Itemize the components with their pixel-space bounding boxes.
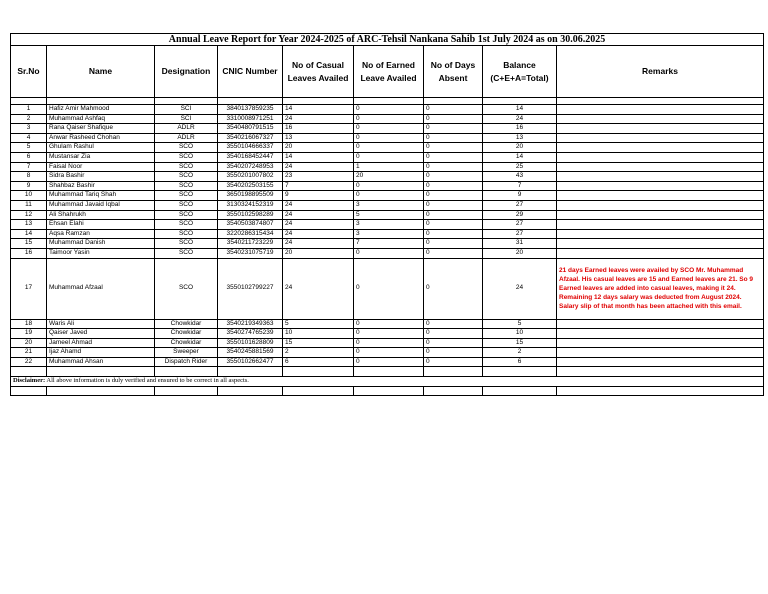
cell-casual: 14 — [283, 105, 354, 115]
cell-designation: Dispatch Rider — [155, 357, 218, 367]
cell-absent: 0 — [424, 338, 483, 348]
leave-report-sheet — [10, 33, 763, 396]
cell-name: Faisal Noor — [47, 162, 155, 172]
cell-earned: 0 — [354, 357, 424, 367]
table-row — [11, 220, 764, 230]
cell-casual: 5 — [283, 319, 354, 329]
table-row — [11, 133, 764, 143]
cell-name: Ehsan Elahi — [47, 220, 155, 230]
cell-remarks — [557, 124, 764, 134]
cell-absent: 0 — [424, 143, 483, 153]
spacer-row — [11, 98, 764, 105]
cell-name: Anwar Rasheed Chohan — [47, 133, 155, 143]
cell-srno: 4 — [11, 133, 47, 143]
header-earned-leaves: No of Earned Leave Availed — [354, 46, 424, 98]
table-row — [11, 181, 764, 191]
cell-designation: SCO — [155, 152, 218, 162]
cell-casual: 24 — [283, 200, 354, 210]
cell-designation: Sweeper — [155, 348, 218, 358]
cell-cnic: 3540245881569 — [218, 348, 283, 358]
cell-absent: 0 — [424, 124, 483, 134]
cell-absent: 0 — [424, 220, 483, 230]
cell-balance: 15 — [483, 338, 557, 348]
cell-absent: 0 — [424, 357, 483, 367]
cell-balance: 7 — [483, 181, 557, 191]
cell-cnic: 3130324152319 — [218, 200, 283, 210]
table-row — [11, 200, 764, 210]
cell-remarks: 21 days Earned leaves were availed by SCO Mr. Muhammad Afzaal. His casual leaves are 15 and Earned leaves are 21. So 9 Earned leaves are added into casual leaves, making it 24. Remaining 12 days salary was deducted from August 2024. Salary slip of that month has been attached with this email. — [557, 258, 764, 319]
cell-earned: 0 — [354, 338, 424, 348]
leave-report-table — [10, 33, 764, 396]
cell-balance: 6 — [483, 357, 557, 367]
cell-name: Muhammad Tariq Shah — [47, 191, 155, 201]
table-row — [11, 191, 764, 201]
table-body — [11, 105, 764, 367]
cell-remarks — [557, 152, 764, 162]
cell-casual: 20 — [283, 143, 354, 153]
cell-remarks — [557, 143, 764, 153]
cell-remarks — [557, 319, 764, 329]
cell-cnic: 3550201007802 — [218, 172, 283, 182]
cell-balance: 14 — [483, 105, 557, 115]
cell-earned: 3 — [354, 200, 424, 210]
cell-designation: ADLR — [155, 124, 218, 134]
cell-balance: 25 — [483, 162, 557, 172]
cell-balance: 27 — [483, 200, 557, 210]
cell-name: Aqsa Ramzan — [47, 229, 155, 239]
cell-balance: 24 — [483, 114, 557, 124]
table-row — [11, 329, 764, 339]
table-row — [11, 258, 764, 319]
cell-earned: 0 — [354, 191, 424, 201]
cell-name: Muhammad Afzaal — [47, 258, 155, 319]
cell-remarks — [557, 162, 764, 172]
cell-name: Muhammad Ashfaq — [47, 114, 155, 124]
cell-name: Waris Ali — [47, 319, 155, 329]
cell-name: Rana Qaiser Shafique — [47, 124, 155, 134]
cell-cnic: 3310008971251 — [218, 114, 283, 124]
cell-absent: 0 — [424, 181, 483, 191]
cell-casual: 15 — [283, 338, 354, 348]
cell-name: Muhammad Ahsan — [47, 357, 155, 367]
cell-designation: SCO — [155, 143, 218, 153]
header-casual-leaves: No of Casual Leaves Availed — [283, 46, 354, 98]
cell-earned: 5 — [354, 210, 424, 220]
cell-srno: 5 — [11, 143, 47, 153]
cell-cnic: 3540216067327 — [218, 133, 283, 143]
table-row — [11, 152, 764, 162]
cell-absent: 0 — [424, 200, 483, 210]
table-row — [11, 357, 764, 367]
table-row — [11, 348, 764, 358]
cell-balance: 10 — [483, 329, 557, 339]
cell-absent: 0 — [424, 172, 483, 182]
cell-absent: 0 — [424, 210, 483, 220]
cell-name: Ijaz Ahamd — [47, 348, 155, 358]
cell-cnic: 3550101628809 — [218, 338, 283, 348]
cell-earned: 0 — [354, 348, 424, 358]
cell-earned: 0 — [354, 124, 424, 134]
disclaimer-label: Disclaimer: — [13, 377, 46, 385]
cell-cnic: 3540274765239 — [218, 329, 283, 339]
cell-srno: 12 — [11, 210, 47, 220]
cell-earned: 0 — [354, 133, 424, 143]
cell-name: Ali Shahrukh — [47, 210, 155, 220]
table-row — [11, 319, 764, 329]
cell-srno: 19 — [11, 329, 47, 339]
cell-earned: 3 — [354, 220, 424, 230]
cell-designation: SCO — [155, 162, 218, 172]
cell-srno: 3 — [11, 124, 47, 134]
disclaimer — [11, 377, 764, 387]
table-row — [11, 105, 764, 115]
header-cnic: CNIC Number — [218, 46, 283, 98]
cell-casual: 24 — [283, 258, 354, 319]
cell-balance: 27 — [483, 229, 557, 239]
cell-absent: 0 — [424, 319, 483, 329]
header-days-absent: No of Days Absent — [424, 46, 483, 98]
cell-earned: 0 — [354, 329, 424, 339]
table-row — [11, 338, 764, 348]
cell-name: Ghulam Rashul — [47, 143, 155, 153]
cell-casual: 24 — [283, 114, 354, 124]
header-srno: Sr.No — [11, 46, 47, 98]
cell-srno: 13 — [11, 220, 47, 230]
cell-casual: 24 — [283, 229, 354, 239]
cell-cnic: 3550102662477 — [218, 357, 283, 367]
cell-name: Hafiz Amir Mahmood — [47, 105, 155, 115]
table-row — [11, 248, 764, 258]
cell-designation: SCO — [155, 220, 218, 230]
cell-designation: SCI — [155, 105, 218, 115]
cell-srno: 18 — [11, 319, 47, 329]
cell-cnic: 3540503874807 — [218, 220, 283, 230]
cell-absent: 0 — [424, 191, 483, 201]
cell-srno: 20 — [11, 338, 47, 348]
cell-casual: 24 — [283, 220, 354, 230]
empty-row — [11, 386, 764, 396]
cell-cnic: 3540202503155 — [218, 181, 283, 191]
cell-absent: 0 — [424, 258, 483, 319]
cell-designation: SCO — [155, 239, 218, 249]
cell-cnic: 3550104666337 — [218, 143, 283, 153]
cell-casual: 23 — [283, 172, 354, 182]
cell-cnic: 3540207248953 — [218, 162, 283, 172]
cell-remarks — [557, 105, 764, 115]
header-name: Name — [47, 46, 155, 98]
table-row — [11, 143, 764, 153]
cell-absent: 0 — [424, 105, 483, 115]
cell-srno: 22 — [11, 357, 47, 367]
cell-cnic: 3650198895509 — [218, 191, 283, 201]
cell-balance: 2 — [483, 348, 557, 358]
cell-balance: 5 — [483, 319, 557, 329]
table-row — [11, 162, 764, 172]
cell-remarks — [557, 210, 764, 220]
cell-name: Muhammad Danish — [47, 239, 155, 249]
cell-designation: SCO — [155, 229, 218, 239]
report-title: Annual Leave Report for Year 2024-2025 of ARC-Tehsil Nankana Sahib 1st July 2024 as on 30.06.2025 — [11, 34, 764, 46]
cell-srno: 6 — [11, 152, 47, 162]
cell-remarks — [557, 348, 764, 358]
disclaimer-row — [11, 377, 764, 387]
cell-earned: 0 — [354, 319, 424, 329]
cell-remarks — [557, 200, 764, 210]
cell-balance: 20 — [483, 248, 557, 258]
table-row — [11, 114, 764, 124]
cell-srno: 11 — [11, 200, 47, 210]
cell-remarks — [557, 357, 764, 367]
cell-name: Jameel Ahmad — [47, 338, 155, 348]
cell-remarks — [557, 338, 764, 348]
cell-srno: 16 — [11, 248, 47, 258]
cell-earned: 1 — [354, 162, 424, 172]
cell-casual: 9 — [283, 191, 354, 201]
cell-casual: 2 — [283, 348, 354, 358]
cell-srno: 21 — [11, 348, 47, 358]
cell-casual: 7 — [283, 181, 354, 191]
cell-remarks — [557, 172, 764, 182]
cell-casual: 13 — [283, 133, 354, 143]
cell-designation: Chowkidar — [155, 319, 218, 329]
cell-balance: 27 — [483, 220, 557, 230]
cell-cnic: 3540168452447 — [218, 152, 283, 162]
cell-srno: 9 — [11, 181, 47, 191]
cell-remarks — [557, 191, 764, 201]
cell-cnic: 3840137859235 — [218, 105, 283, 115]
cell-remarks — [557, 248, 764, 258]
cell-earned: 20 — [354, 172, 424, 182]
cell-earned: 7 — [354, 239, 424, 249]
cell-absent: 0 — [424, 152, 483, 162]
cell-srno: 7 — [11, 162, 47, 172]
cell-balance: 24 — [483, 258, 557, 319]
table-row — [11, 172, 764, 182]
disclaimer-text: All above information is duly verified and ensured to be correct in all aspects. — [45, 377, 249, 385]
cell-remarks — [557, 329, 764, 339]
cell-designation: SCO — [155, 248, 218, 258]
cell-name: Muhammad Javaid Iqbal — [47, 200, 155, 210]
cell-earned: 0 — [354, 248, 424, 258]
cell-balance: 13 — [483, 133, 557, 143]
cell-absent: 0 — [424, 133, 483, 143]
cell-name: Shahbaz Bashir — [47, 181, 155, 191]
cell-earned: 0 — [354, 152, 424, 162]
cell-cnic: 3550102799227 — [218, 258, 283, 319]
cell-name: Mustansar Zia — [47, 152, 155, 162]
cell-designation: SCO — [155, 181, 218, 191]
cell-earned: 0 — [354, 143, 424, 153]
cell-earned: 0 — [354, 258, 424, 319]
table-row — [11, 210, 764, 220]
cell-cnic: 3540231075719 — [218, 248, 283, 258]
cell-remarks — [557, 229, 764, 239]
cell-srno: 8 — [11, 172, 47, 182]
empty-row — [11, 367, 764, 377]
cell-name: Taimoor Yasin — [47, 248, 155, 258]
cell-remarks — [557, 239, 764, 249]
cell-srno: 14 — [11, 229, 47, 239]
cell-remarks — [557, 133, 764, 143]
cell-absent: 0 — [424, 348, 483, 358]
cell-absent: 0 — [424, 229, 483, 239]
cell-casual: 16 — [283, 124, 354, 134]
cell-earned: 0 — [354, 114, 424, 124]
cell-designation: SCO — [155, 191, 218, 201]
cell-designation: Chowkidar — [155, 338, 218, 348]
cell-casual: 6 — [283, 357, 354, 367]
cell-absent: 0 — [424, 248, 483, 258]
cell-balance: 43 — [483, 172, 557, 182]
cell-srno: 17 — [11, 258, 47, 319]
header-remarks: Remarks — [557, 46, 764, 98]
cell-cnic: 3540211723229 — [218, 239, 283, 249]
cell-cnic: 3550102598289 — [218, 210, 283, 220]
header-balance: Balance (C+E+A=Total) — [483, 46, 557, 98]
cell-srno: 1 — [11, 105, 47, 115]
header-designation: Designation — [155, 46, 218, 98]
cell-balance: 9 — [483, 191, 557, 201]
cell-designation: SCO — [155, 210, 218, 220]
cell-balance: 29 — [483, 210, 557, 220]
cell-remarks — [557, 114, 764, 124]
cell-srno: 2 — [11, 114, 47, 124]
cell-srno: 15 — [11, 239, 47, 249]
cell-remarks — [557, 220, 764, 230]
cell-remarks — [557, 181, 764, 191]
cell-earned: 0 — [354, 105, 424, 115]
cell-balance: 20 — [483, 143, 557, 153]
cell-casual: 24 — [283, 162, 354, 172]
cell-earned: 3 — [354, 229, 424, 239]
cell-absent: 0 — [424, 162, 483, 172]
cell-balance: 31 — [483, 239, 557, 249]
cell-designation: SCI — [155, 114, 218, 124]
cell-cnic: 3220286315434 — [218, 229, 283, 239]
cell-balance: 16 — [483, 124, 557, 134]
cell-casual: 20 — [283, 248, 354, 258]
cell-name: Qaiser Javed — [47, 329, 155, 339]
table-row — [11, 229, 764, 239]
cell-absent: 0 — [424, 239, 483, 249]
cell-absent: 0 — [424, 329, 483, 339]
cell-designation: ADLR — [155, 133, 218, 143]
cell-absent: 0 — [424, 114, 483, 124]
cell-cnic: 3540480791515 — [218, 124, 283, 134]
cell-designation: SCO — [155, 258, 218, 319]
table-row — [11, 124, 764, 134]
cell-balance: 14 — [483, 152, 557, 162]
cell-designation: Chowkidar — [155, 329, 218, 339]
table-row — [11, 239, 764, 249]
cell-casual: 24 — [283, 239, 354, 249]
cell-cnic: 3540219349363 — [218, 319, 283, 329]
cell-designation: SCO — [155, 200, 218, 210]
cell-name: Sidra Bashir — [47, 172, 155, 182]
cell-casual: 10 — [283, 329, 354, 339]
cell-designation: SCO — [155, 172, 218, 182]
cell-earned: 0 — [354, 181, 424, 191]
cell-srno: 10 — [11, 191, 47, 201]
cell-casual: 24 — [283, 210, 354, 220]
cell-casual: 14 — [283, 152, 354, 162]
